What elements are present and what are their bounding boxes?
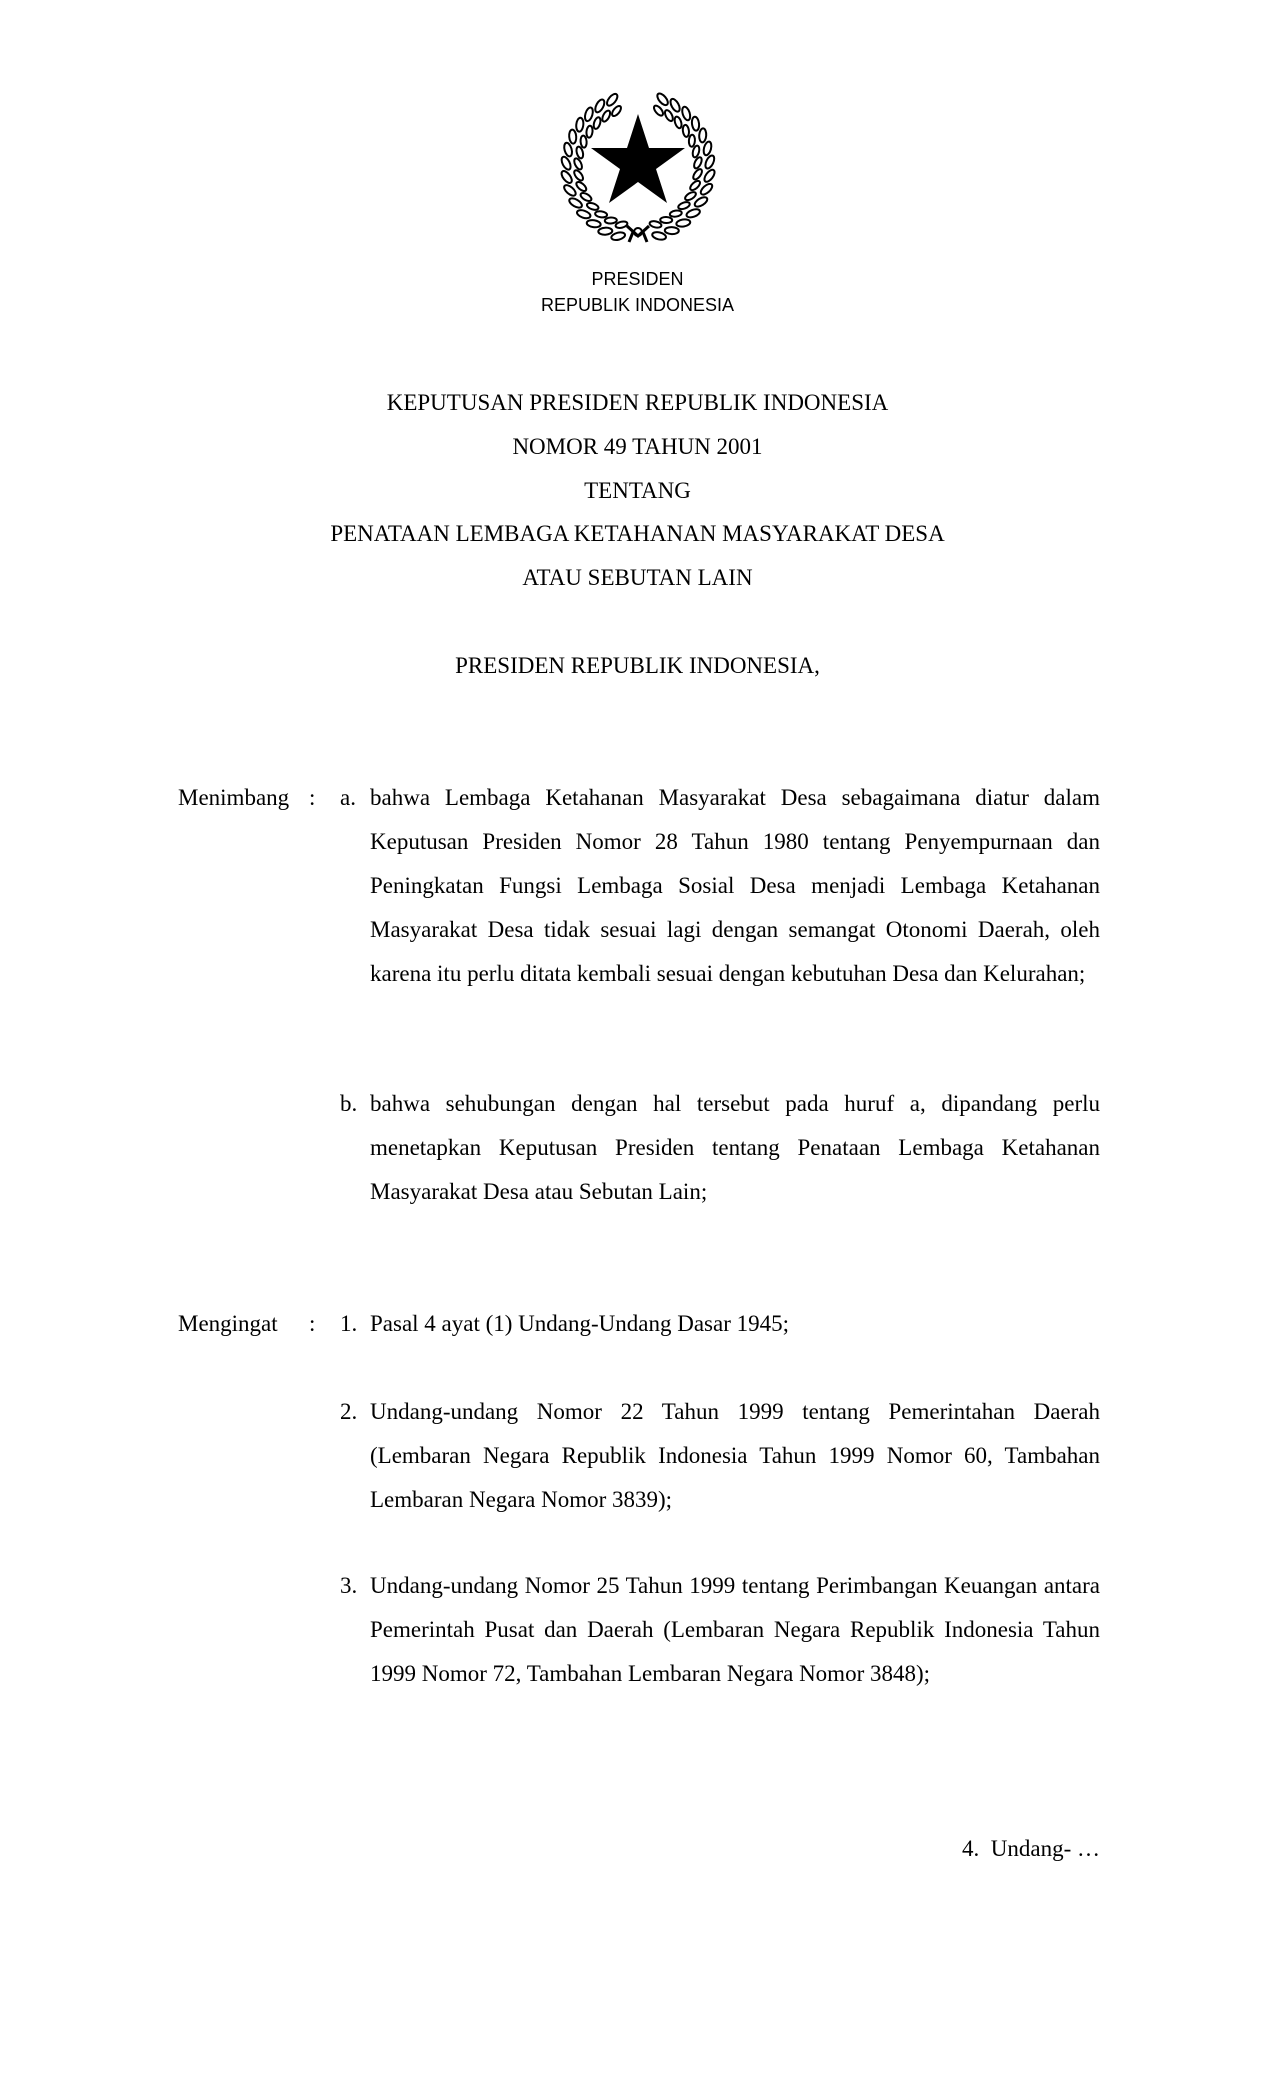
wreath-leaf <box>699 182 714 197</box>
wreath-leaf <box>704 154 716 170</box>
wreath-leaf <box>682 125 689 138</box>
wreath-leaf <box>692 168 704 181</box>
letterhead-line-2: REPUBLIK INDONESIA <box>540 295 735 315</box>
wreath-leaf <box>573 157 584 170</box>
wreath-leaf <box>598 227 612 235</box>
wreath-leaf <box>702 168 716 183</box>
mengingat-marker-3: 3. <box>340 1573 358 1598</box>
wreath-leaf <box>669 210 682 218</box>
wreath-leaf <box>660 217 672 223</box>
wreath-leaf <box>584 107 595 122</box>
wreath-leaf <box>651 231 666 241</box>
wreath-leaf <box>677 201 690 211</box>
issuer-line: PRESIDEN REPUBLIK INDONESIA, <box>455 653 820 678</box>
wreath-leaf <box>605 92 619 107</box>
wreath-leaf <box>684 190 697 201</box>
wreath-leaf <box>610 104 622 117</box>
wreath-leaf <box>586 219 601 228</box>
wreath-leaf <box>576 209 592 220</box>
mengingat-marker-2: 2. <box>340 1399 358 1424</box>
wreath-leaf <box>691 116 700 131</box>
continuation-marker: 4. Undang- … <box>962 1836 1100 1861</box>
wreath-leaf <box>579 191 592 202</box>
wreath-leaf <box>693 195 709 208</box>
wreath-leaf <box>586 202 599 212</box>
wreath-leaf <box>595 210 608 218</box>
wreath-leaf <box>601 109 612 122</box>
mengingat-item-3: Undang-undang Nomor 25 Tahun 1999 tentang Perimbangan Keuangan antara Pemerintah Pusat dan Daerah (Lembaran Negara Republik Indonesia Tahun 1999 Nomor 72, Tambahan Lembaran Negara Nomor 3848); <box>370 1573 1100 1686</box>
menimbang-label: Menimbang <box>178 785 290 810</box>
decree-title-line-3: TENTANG <box>584 478 691 503</box>
wreath-leaf <box>569 129 577 144</box>
mengingat-colon: : <box>309 1311 316 1336</box>
wreath-leaf <box>702 141 712 156</box>
menimbang-item-a: bahwa Lembaga Ketahanan Masyarakat Desa sebagaimana diatur dalam Keputusan Presiden Nomor 28 Tahun 1980 tentang Penyempurnaan dan Peningkatan Fungsi Lembaga Sosial Desa menjadi Lembaga Ketahanan Masyarakat Desa tidak sesuai lagi dengan semangat Otonomi Daerah, oleh karena itu perlu ditata kembali sesuai dengan kebutuhan Desa dan Kelurahan; <box>370 785 1100 986</box>
wreath-leaf <box>560 155 573 171</box>
wreath-leaf <box>605 217 617 224</box>
star-icon <box>591 114 685 203</box>
wreath-leaf <box>592 116 601 129</box>
wreath-leaf <box>580 135 587 147</box>
mengingat-marker-1: 1. <box>340 1311 358 1336</box>
wreath-leaf <box>652 104 664 117</box>
presidential-seal-emblem <box>557 86 719 248</box>
wreath-leaf <box>689 179 702 191</box>
wreath-leaf <box>699 128 707 142</box>
wreath-leaf <box>593 98 606 114</box>
mengingat-label: Mengingat <box>178 1311 278 1336</box>
wreath-leaf <box>568 196 584 209</box>
wreath-leaf <box>576 117 584 132</box>
wreath-leaf <box>560 169 574 184</box>
decree-title-line-5: ATAU SEBUTAN LAIN <box>522 565 753 590</box>
mengingat-item-2: Undang-undang Nomor 22 Tahun 1999 tentang Pemerintahan Daerah (Lembaran Negara Republik Indonesia Tahun 1999 Nomor 60, Tambahan Lembaran Negara Nomor 3839); <box>370 1399 1100 1512</box>
menimbang-marker-b: b. <box>340 1091 358 1116</box>
letterhead-line-1: PRESIDEN <box>591 269 684 289</box>
decree-title-line-1: KEPUTUSAN PRESIDEN REPUBLIK INDONESIA <box>386 390 889 415</box>
wreath-leaf <box>655 92 669 107</box>
decree-title-line-4: PENATAAN LEMBAGA KETAHANAN MASYARAKAT DESA <box>330 521 945 546</box>
menimbang-colon: : <box>309 785 316 810</box>
wreath-leaf <box>575 180 588 192</box>
menimbang-item-b: bahwa sehubungan dengan hal tersebut pada huruf a, dipandang perlu menetapkan Keputusan Presiden tentang Penataan Lembaga Ketahanan Masyarakat Desa atau Sebutan Lain; <box>370 1091 1100 1204</box>
menimbang-marker-a: a. <box>340 785 356 810</box>
wreath-leaf <box>685 208 701 219</box>
wreath-leaf <box>586 125 593 138</box>
decree-title-line-2: NOMOR 49 TAHUN 2001 <box>512 434 763 459</box>
wreath-leaf <box>573 169 585 182</box>
wreath-leaf <box>673 116 682 129</box>
mengingat-item-1: Pasal 4 ayat (1) Undang-Undang Dasar 1945; <box>370 1311 789 1336</box>
wreath-leaf <box>669 97 682 113</box>
wreath-leaf <box>681 106 692 121</box>
wreath-leaf <box>562 183 577 197</box>
wreath-leaf <box>611 231 626 241</box>
wreath-leaf <box>663 109 674 122</box>
wreath-leaf <box>688 135 695 147</box>
wreath-leaf <box>665 227 679 234</box>
wreath-leaf <box>676 218 691 227</box>
